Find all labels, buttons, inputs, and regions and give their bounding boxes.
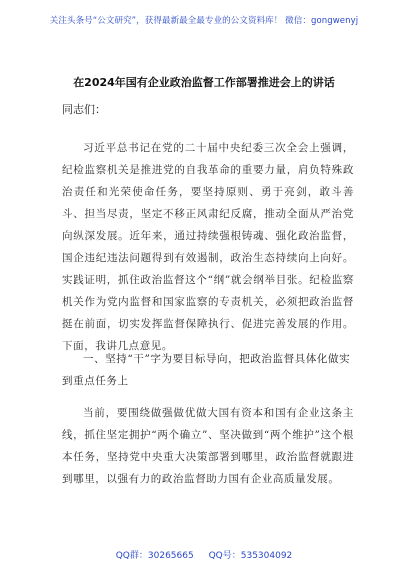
footer-qq-number: QQ号：535304092 (208, 551, 293, 561)
body-paragraph: 当前，要围绕做强做优做大国有资本和国有企业这条主线，抓住坚定拥护“两个确立”、坚决做到“两个维护”这个根本任务，坚持党中央重大决策部署到哪里，政治监督就跟进到哪里，以强有力的政治监督助力国有企业高质量发展。 (62, 407, 354, 485)
salutation: 同志们： (62, 103, 106, 116)
section-heading: 一、坚持“干”字为要目标导向，把政治监督具体化做实到重点任务上 (62, 353, 351, 387)
footer-contact (0, 548, 408, 561)
footer-qq-group: QQ群：30265665 (115, 551, 194, 561)
header-banner: 关注头条号“公文研究”，获得最新最全最专业的公文资料库！ 微信：gongwenyj (49, 16, 359, 26)
body-paragraph: 习近平总书记在党的二十届中央纪委三次全会上强调，纪检监察机关是推进党的自我革命的重要力量，肩负特殊政治责任和光荣使命任务，要坚持原则、勇于亮剑，敢斗善斗、担当尽责，坚定不移正风肃纪反腐，推动全面从严治党向纵深发展。近年来，通过持续强根铸魂、强化政治监督，国企违纪违法问题得到有效遏制，政治生态持续向上向好。实践证明，抓住政治监督这个“纲”就会纲举目张。纪检监察机关作为党内监督和国家监察的专责机关，必须把政治监督挺在前面，切实发挥监督保障执行、促进完善发展的作用。下面，我讲几点意见。 (62, 142, 354, 352)
document-title: 在2024年国有企业政治监督工作部署推进会上的讲话 (73, 76, 335, 89)
